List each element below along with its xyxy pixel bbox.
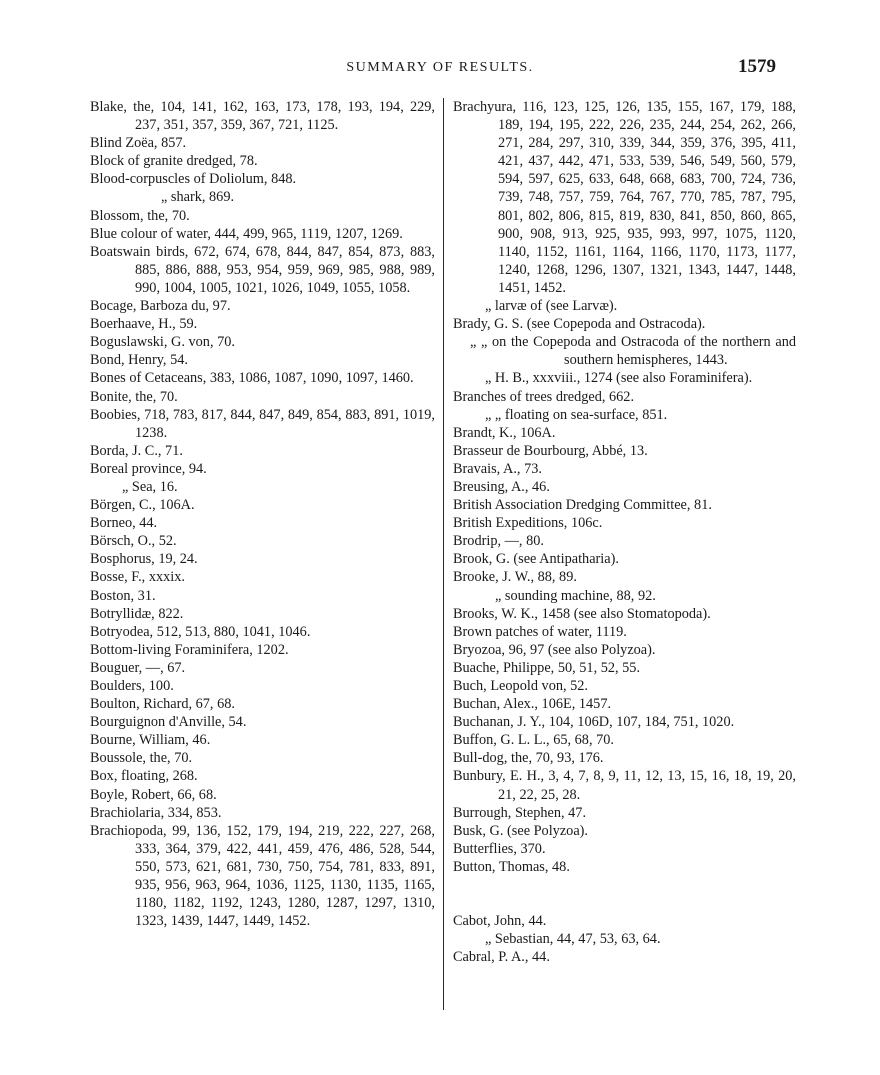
index-entry: Bryozoa, 96, 97 (see also Polyzoa). [453,641,656,658]
index-entry: Blue colour of water, 444, 499, 965, 1119, 1207, 1269. [90,225,403,242]
index-entry: Bourguignon d'Anville, 54. [90,714,247,731]
index-entry: Buch, Leopold von, 52. [453,678,589,694]
index-column-left [90,98,435,930]
index-entry: Börsch, O., 52. [90,533,177,550]
index-entry: Branches of trees dredged, 662. [453,388,635,405]
index-entry: Boulton, Richard, 67, 68. [90,696,235,713]
index-entry: Boatswain birds, 672, 674, 678, 844, 847, 854, 873, 883, 885, 886, 888, 953, 954, 959, 969, 985, 988, 989, 990, 1004, 1005, 1021, 1026, 1049, 1055, 1058. [90,243,435,296]
index-entry: Boyle, Robert, 66, 68. [90,786,217,803]
index-entry: Bond, Henry, 54. [90,352,188,369]
index-entry: Busk, G. (see Polyzoa). [453,822,589,839]
index-entry: Blind Zoëa, 857. [90,135,187,152]
index-subentry: „ Sea, 16. [122,478,178,495]
page-number: 1579 [738,56,776,77]
index-entry: Boulders, 100. [90,678,174,694]
index-entry: Boobies, 718, 783, 817, 844, 847, 849, 854, 883, 891, 1019, 1238. [90,406,435,441]
index-entry: Borda, J. C., 71. [90,442,183,459]
index-subentry: „ H. B., xxxviii., 1274 (see also Foraminifera). [485,370,753,387]
index-subentry: „ Sebastian, 44, 47, 53, 63, 64. [485,931,661,948]
index-entry: Cabot, John, 44. [453,913,547,930]
index-entry: Borneo, 44. [90,515,158,532]
index-entry: British Expeditions, 106c. [453,515,603,532]
index-entry: Botryllidæ, 822. [90,605,184,622]
index-entry: Brasseur de Bourbourg, Abbé, 13. [453,442,648,459]
index-entry: Brachyura, 116, 123, 125, 126, 135, 155, 167, 179, 188, 189, 194, 195, 222, 226, 235, 244, 254, 262, 266, 271, 284, 297, 310, 339, 344, 359, 376, 395, 411, 421, 437, 442, 471, 533, 539, 546, 549, 560, 579, 594, 597, 625, 633, 648, 668, 683, 700, 724, 736, 739, 748, 757, 759, 764, 767, 770, 785, 787, 795, 801, 802, 806, 815, 819, 830, 841, 850, 860, 865, 900, 908, 913, 925, 935, 993, 997, 1075, 1120, 1140, 1152, 1161, 1164, 1166, 1170, 1173, 1177, 1240, 1268, 1296, 1307, 1321, 1343, 1447, 1448, 1451, 1452. [453,99,796,296]
index-entry: Butterflies, 370. [453,840,546,857]
index-entry: Box, floating, 268. [90,768,198,785]
index-subentry: „ „ on the Copepoda and Ostracoda of the northern and southern hemispheres, 1443. [470,334,796,369]
index-entry: Brodrip, —, 80. [453,533,544,550]
index-subentry: „ shark, 869. [161,189,235,206]
index-entry: Börgen, C., 106A. [90,497,195,514]
index-entry: Botryodea, 512, 513, 880, 1041, 1046. [90,623,311,640]
index-entry: Bocage, Barboza du, 97. [90,298,231,315]
index-entry: Boreal province, 94. [90,460,207,477]
index-entry: Bonite, the, 70. [90,388,178,405]
index-entry: Bouguer, —, 67. [90,659,186,676]
index-entry: Bunbury, E. H., 3, 4, 7, 8, 9, 11, 12, 13, 15, 16, 18, 19, 20, 21, 22, 25, 28. [453,768,796,803]
index-entry: Bottom-living Foraminifera, 1202. [90,641,289,658]
index-entry: Brooks, W. K., 1458 (see also Stomatopoda). [453,605,711,622]
index-entry: Brachiolaria, 334, 853. [90,804,222,821]
index-entry: Blake, the, 104, 141, 162, 163, 173, 178, 193, 194, 229, 237, 351, 357, 359, 367, 721, 1125. [90,99,435,134]
section-gap [453,876,796,912]
index-subentry: „ „ floating on sea-surface, 851. [485,406,668,423]
index-entry: Bull-dog, the, 70, 93, 176. [453,750,604,767]
index-entry: Boguslawski, G. von, 70. [90,334,235,351]
index-entry: Brook, G. (see Antipatharia). [453,551,619,568]
index-subentry: „ sounding machine, 88, 92. [495,587,656,604]
index-entry: Button, Thomas, 48. [453,858,570,875]
index-entry: Buffon, G. L. L., 65, 68, 70. [453,732,614,749]
index-entry: Brandt, K., 106A. [453,424,556,441]
index-entry: Brady, G. S. (see Copepoda and Ostracoda). [453,316,706,333]
index-entry: Burrough, Stephen, 47. [453,804,587,821]
index-entry: Bones of Cetaceans, 383, 1086, 1087, 1090, 1097, 1460. [90,370,414,387]
index-entry: Cabral, P. A., 44. [453,949,550,966]
index-entry: Buache, Philippe, 50, 51, 52, 55. [453,659,641,676]
index-entry: British Association Dredging Committee, 81. [453,497,712,514]
index-entry: Block of granite dredged, 78. [90,153,258,170]
column-divider [443,98,444,1010]
index-entry: Bravais, A., 73. [453,460,542,477]
index-entry: Blossom, the, 70. [90,207,190,224]
index-subentry: „ larvæ of (see Larvæ). [485,298,618,315]
index-entry: Boussole, the, 70. [90,750,193,767]
index-entry: Boerhaave, H., 59. [90,316,198,333]
index-entry: Bourne, William, 46. [90,732,211,749]
index-entry: Bosse, F., xxxix. [90,569,185,586]
index-entry: Buchanan, J. Y., 104, 106D, 107, 184, 751, 1020. [453,714,735,731]
index-entry: Brachiopoda, 99, 136, 152, 179, 194, 219, 222, 227, 268, 333, 364, 379, 422, 441, 459, 476, 486, 528, 544, 550, 573, 621, 681, 730, 750, 754, 781, 833, 891, 935, 956, 963, 964, 1036, 1125, 1130, 1135, 1165, 1180, 1182, 1192, 1243, 1280, 1287, 1297, 1310, 1323, 1439, 1447, 1449, 1452. [90,822,435,930]
index-entry: Blood-corpuscles of Doliolum, 848. [90,171,297,188]
index-entry: Bosphorus, 19, 24. [90,551,198,568]
running-header-title: SUMMARY OF RESULTS. [346,60,534,75]
index-entry: Breusing, A., 46. [453,478,550,495]
index-entry: Boston, 31. [90,587,156,604]
index-column-right [453,98,796,966]
index-entry: Brooke, J. W., 88, 89. [453,569,577,586]
index-entry: Brown patches of water, 1119. [453,623,627,640]
index-entry: Buchan, Alex., 106E, 1457. [453,696,612,713]
